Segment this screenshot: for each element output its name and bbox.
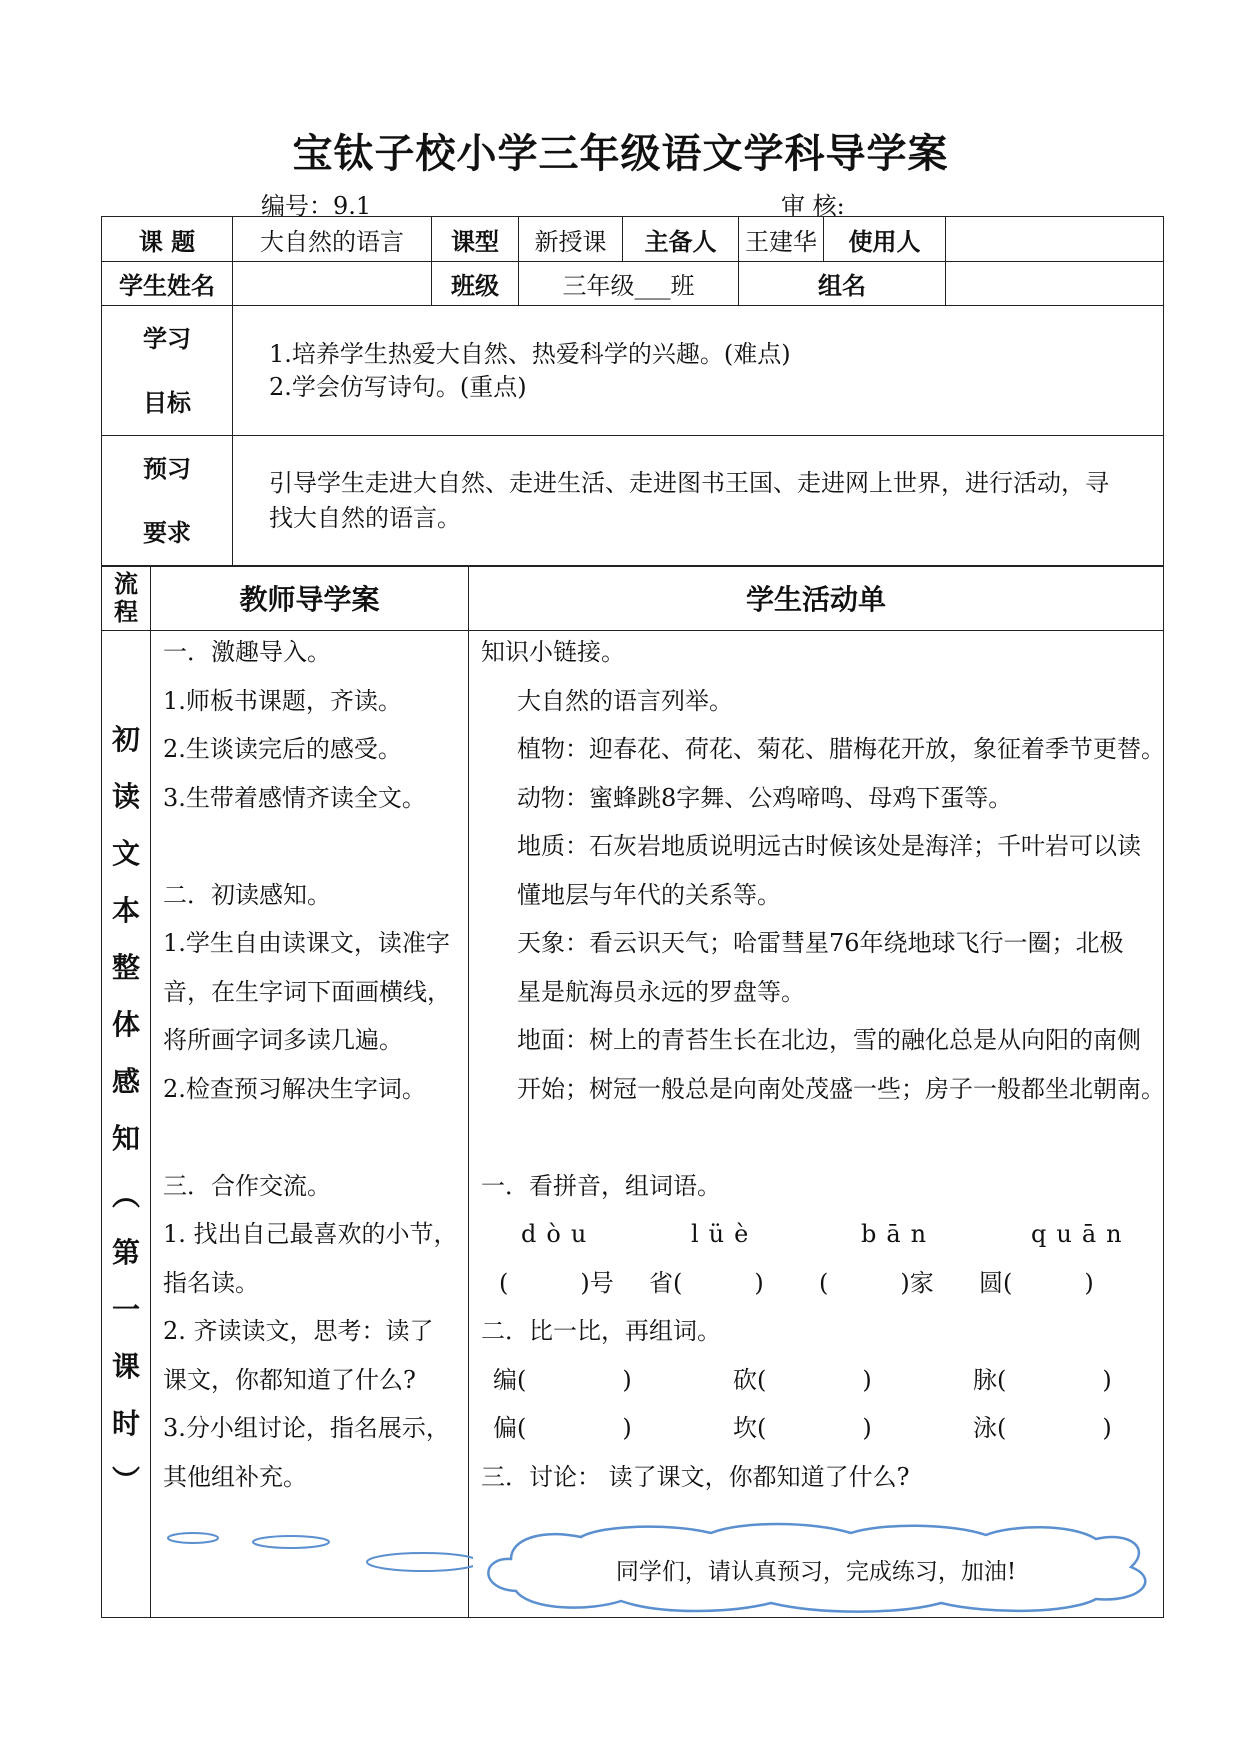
user-value[interactable]	[946, 217, 1164, 262]
teacher-line: 1.学生自由读课文，读准字	[163, 929, 450, 957]
flow-header: 流 程	[102, 566, 151, 631]
preparer-label: 主备人	[623, 217, 739, 262]
student-activity	[469, 631, 1164, 1618]
flow-char: 感	[111, 1065, 140, 1098]
teacher-line: 二．初读感知。	[163, 880, 331, 909]
flow-char: 文	[111, 837, 140, 870]
answer-blank[interactable]: 省( )	[649, 1268, 764, 1297]
student-line: 动物：蜜蜂跳8字舞、公鸡啼鸣、母鸡下蛋等。	[517, 783, 1013, 812]
cloud-text: 同学们，请认真预习，完成练习，加油!	[615, 1559, 1017, 1585]
encouragement-cloud	[471, 1519, 1161, 1614]
teacher-line: 一．激趣导入。	[163, 638, 331, 666]
goal-item: 1.培养学生热爱大自然、热爱科学的兴趣。(难点)	[269, 339, 791, 368]
flow-char: 第	[111, 1236, 140, 1269]
teacher-line: 将所画字词多读几遍。	[163, 1026, 403, 1054]
flow-char: 一	[111, 1293, 140, 1326]
teacher-line: 1. 找出自己最喜欢的小节，	[163, 1220, 458, 1248]
goal-item: 2.学会仿写诗句。(重点)	[269, 372, 527, 401]
pinyin-answer-row	[481, 1259, 1163, 1308]
student-line: 地面：树上的青苔生长在北边，雪的融化总是从向阳的南侧	[517, 1026, 1141, 1054]
lesson-table	[101, 565, 1164, 1618]
pinyin-row	[481, 1210, 1163, 1259]
group-value[interactable]	[946, 262, 1164, 306]
doc-number: 编号：9.1	[261, 192, 372, 220]
decorative-ovals	[163, 1529, 473, 1589]
student-line: 开始；树冠一般总是向南处茂盛一些；房子一般都坐北朝南。	[517, 1074, 1165, 1103]
type-value: 新授课	[519, 217, 623, 262]
compare-row: 偏( ) 坎( ) 泳( )	[493, 1414, 1112, 1442]
type-label: 课型	[432, 217, 519, 262]
flow-char: 体	[111, 1008, 140, 1041]
discussion-question: 三．讨论： 读了课文，你都知道了什么?	[481, 1462, 910, 1491]
review-label: 审 核:	[781, 192, 845, 220]
answer-blank[interactable]: 圆( )	[979, 1268, 1094, 1297]
class-label: 班级	[432, 262, 519, 306]
teacher-guide	[151, 631, 469, 1618]
teacher-line: 3.生带着感情齐读全文。	[163, 783, 426, 812]
student-line: 植物：迎春花、荷花、菊花、腊梅花开放，象征着季节更替。	[517, 735, 1165, 763]
flow-char: 读	[111, 780, 140, 813]
teacher-line: 课文，你都知道了什么?	[163, 1365, 416, 1394]
class-value: 三年级___班	[519, 262, 739, 306]
teacher-line	[163, 1113, 468, 1162]
compare-title: 二．比一比，再组词。	[481, 1317, 721, 1345]
teacher-line: 音，在生字词下面画横线，	[163, 977, 451, 1006]
pinyin-item: dòu	[521, 1220, 597, 1248]
pinyin-item: quān	[1031, 1220, 1132, 1248]
goals-label: 学习 目标	[102, 306, 233, 436]
goals-content	[233, 306, 1164, 436]
flow-char: 时	[111, 1407, 140, 1440]
teacher-line: 指名读。	[163, 1268, 259, 1297]
teacher-line: 其他组补充。	[163, 1462, 307, 1491]
topic-value: 大自然的语言	[233, 217, 432, 262]
student-line: 地质：石灰岩地质说明远古时候该处是海洋；千叶岩可以读	[517, 832, 1141, 860]
flow-char: ︶	[111, 1464, 140, 1497]
flow-char: 初	[111, 723, 140, 756]
flow-char: 课	[111, 1350, 140, 1383]
student-line: 大自然的语言列举。	[517, 686, 733, 715]
flow-char: 本	[111, 894, 140, 927]
student-line: 星是航海员永远的罗盘等。	[517, 977, 805, 1006]
student-line: 一．看拼音，组词语。	[481, 1171, 721, 1200]
answer-blank[interactable]: ( )家	[819, 1268, 934, 1297]
page-title: 宝钛子校小学三年级语文学科导学案	[292, 131, 949, 177]
teacher-line	[163, 822, 468, 871]
student-line: 知识小链接。	[481, 638, 625, 666]
topic-label: 课 题	[102, 217, 233, 262]
student-name-value[interactable]	[233, 262, 432, 306]
group-label: 组名	[739, 262, 946, 306]
preview-content: 引导学生走进大自然、走进生活、走进图书王国、走进网上世界，进行活动，寻 找大自然的语言。	[233, 436, 1164, 567]
teacher-line: 2.检查预习解决生字词。	[163, 1074, 426, 1103]
teacher-line: 2. 齐读读文，思考：读了	[163, 1317, 434, 1345]
pinyin-item: lüè	[691, 1220, 759, 1248]
teacher-line: 1.师板书课题，齐读。	[163, 686, 402, 715]
student-line: 懂地层与年代的关系等。	[517, 880, 781, 909]
pinyin-item: bān	[861, 1220, 937, 1248]
preview-label: 预习 要求	[102, 436, 233, 567]
flow-char: 整	[111, 951, 140, 984]
flow-stage	[102, 631, 151, 1618]
flow-char: ︵	[111, 1179, 140, 1212]
compare-row: 编( ) 砍( ) 脉( )	[493, 1365, 1112, 1394]
teacher-line: 三．合作交流。	[163, 1171, 331, 1200]
preparer-value: 王建华	[739, 217, 824, 262]
teacher-column-header: 教师导学案	[151, 566, 469, 631]
student-column-header: 学生活动单	[469, 566, 1164, 631]
student-name-label: 学生姓名	[102, 262, 233, 306]
teacher-line: 3.分小组讨论，指名展示，	[163, 1414, 450, 1442]
user-label: 使用人	[824, 217, 946, 262]
flow-char: 知	[111, 1122, 140, 1155]
info-table	[101, 216, 1164, 567]
student-line: 天象：看云识天气；哈雷彗星76年绕地球飞行一圈；北极	[517, 929, 1124, 957]
teacher-line: 2.生谈读完后的感受。	[163, 735, 402, 763]
student-line	[481, 1113, 1163, 1162]
answer-blank[interactable]: ( )号	[499, 1268, 614, 1297]
